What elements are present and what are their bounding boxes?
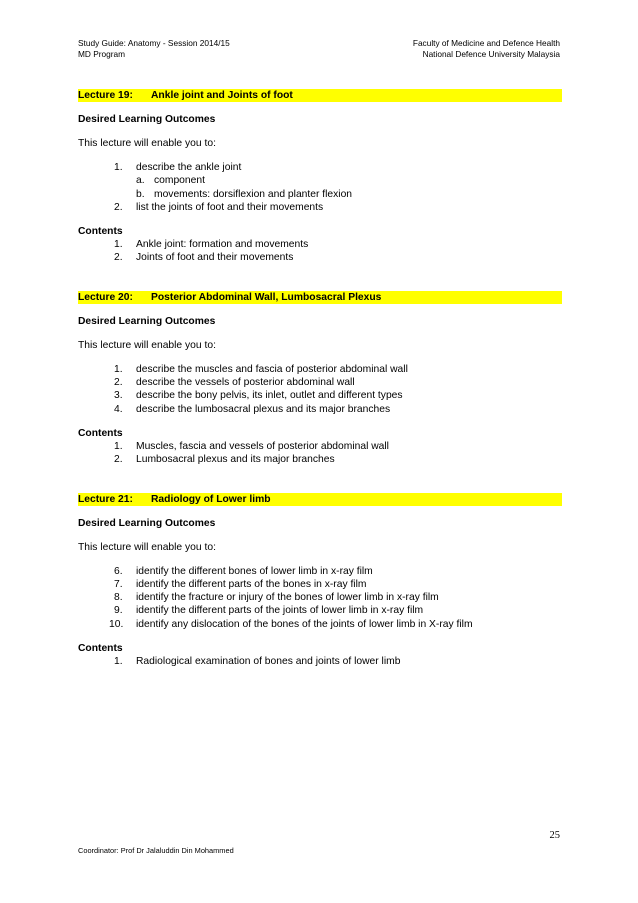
outcomes-heading: Desired Learning Outcomes [78,315,216,327]
contents-item-text: Ankle joint: formation and movements [136,239,309,251]
contents-item-text: Lumbosacral plexus and its major branches [136,454,335,466]
outcome-item [78,376,562,389]
outcome-item-text: identify any dislocation of the bones of the joints of lower limb in X-ray film [136,618,473,630]
page-content [78,89,562,668]
intro-text: This lecture will enable you to: [78,339,216,351]
outcome-item-text: describe the ankle joint [136,162,242,173]
contents-item-text: Joints of foot and their movements [136,252,294,264]
outcome-item-text: describe the muscles and fascia of posterior abdominal wall [136,363,408,375]
contents-item-number: 2. [114,252,123,264]
outcome-item [78,174,562,187]
header-left [78,38,230,59]
coordinator-note: Coordinator: Prof Dr Jalaluddin Din Mohammed [78,846,234,855]
outcome-item [78,403,562,416]
outcome-item-text: identify the different parts of the bones in x-ray film [136,578,367,590]
header-left-line2: MD Program [78,48,126,59]
outcome-item [78,618,562,631]
outcome-item [78,604,562,617]
outcome-item-text: describe the bony pelvis, its inlet, outlet and different types [136,390,403,402]
contents-list [78,238,562,265]
header-right-line1: Faculty of Medicine and Defence Health [412,38,560,48]
lecture-title-bar [78,89,562,102]
contents-item-text: Muscles, fascia and vessels of posterior abdominal wall [136,440,389,452]
outcome-item-number: 6. [114,565,123,577]
outcome-item [78,161,562,174]
contents-item-number: 1. [114,440,123,452]
lecture-title-bar [78,493,562,506]
lecture-number: Lecture 20: [78,291,133,303]
lecture-title: Radiology of Lower limb [151,493,271,505]
contents-item [78,453,562,466]
outcome-item-number: 9. [114,605,123,617]
header-right-line2: National Defence University Malaysia [422,48,560,59]
header-right [413,38,560,59]
page-number: 25 [549,830,560,841]
outcome-item-number: 3. [114,390,123,402]
outcome-item-text: describe the vessels of posterior abdominal wall [136,377,355,389]
contents-item [78,440,562,453]
lecture-number: Lecture 19: [78,90,133,101]
outcome-item [78,188,562,201]
contents-list [78,440,562,467]
outcome-item-number: 2. [114,377,123,389]
outcome-item [78,363,562,376]
outcome-item-number: b. [136,188,145,200]
contents-heading: Contents [78,427,123,439]
outcome-item-number: 8. [114,592,123,604]
outcome-item-number: a. [136,175,145,187]
lecture-title-bar [78,291,562,304]
outcome-item-text: movements: dorsiflexion and planter flexion [154,188,353,200]
contents-item-number: 1. [114,656,123,668]
outcome-item-text: identify the fracture or injury of the bones of lower limb in x-ray film [136,592,439,604]
lecture-section [78,89,562,265]
intro-text: This lecture will enable you to: [78,138,216,149]
outcomes-list [78,363,562,416]
contents-item-number: 2. [114,454,123,466]
outcome-item-number: 10. [109,618,124,630]
outcome-item [78,578,562,591]
lecture-title: Posterior Abdominal Wall, Lumbosacral Plexus [151,291,382,303]
contents-item [78,655,562,668]
outcomes-list [78,161,562,214]
contents-list [78,655,562,668]
contents-item-text: Radiological examination of bones and joints of lower limb [136,656,401,668]
contents-heading: Contents [78,643,123,655]
outcome-item [78,389,562,402]
contents-item [78,238,562,251]
outcome-item-number: 4. [114,403,123,415]
outcome-item [78,565,562,578]
lecture-title: Ankle joint and Joints of foot [151,90,293,101]
intro-text: This lecture will enable you to: [78,541,216,553]
outcome-item-text: list the joints of foot and their movements [136,201,324,213]
outcomes-list [78,565,562,631]
outcome-item-text: component [154,175,205,187]
contents-item [78,251,562,264]
outcome-item-text: describe the lumbosacral plexus and its major branches [136,403,391,415]
lecture-section [78,493,562,669]
outcomes-heading: Desired Learning Outcomes [78,114,216,125]
contents-item-number: 1. [114,239,123,251]
header-left-line1: Study Guide: Anatomy - Session 2014/15 [78,38,230,48]
lecture-number: Lecture 21: [78,493,133,505]
outcomes-heading: Desired Learning Outcomes [78,517,216,529]
contents-heading: Contents [78,226,123,238]
outcome-item [78,591,562,604]
outcome-item-text: identify the different parts of the joints of lower limb in x-ray film [136,605,424,617]
outcome-item-text: identify the different bones of lower limb in x-ray film [136,565,373,577]
lecture-section [78,291,562,467]
outcome-item-number: 2. [114,201,123,213]
outcome-item-number: 1. [114,363,123,375]
outcome-item [78,201,562,214]
outcome-item-number: 7. [114,578,123,590]
outcome-item-number: 1. [114,162,123,173]
